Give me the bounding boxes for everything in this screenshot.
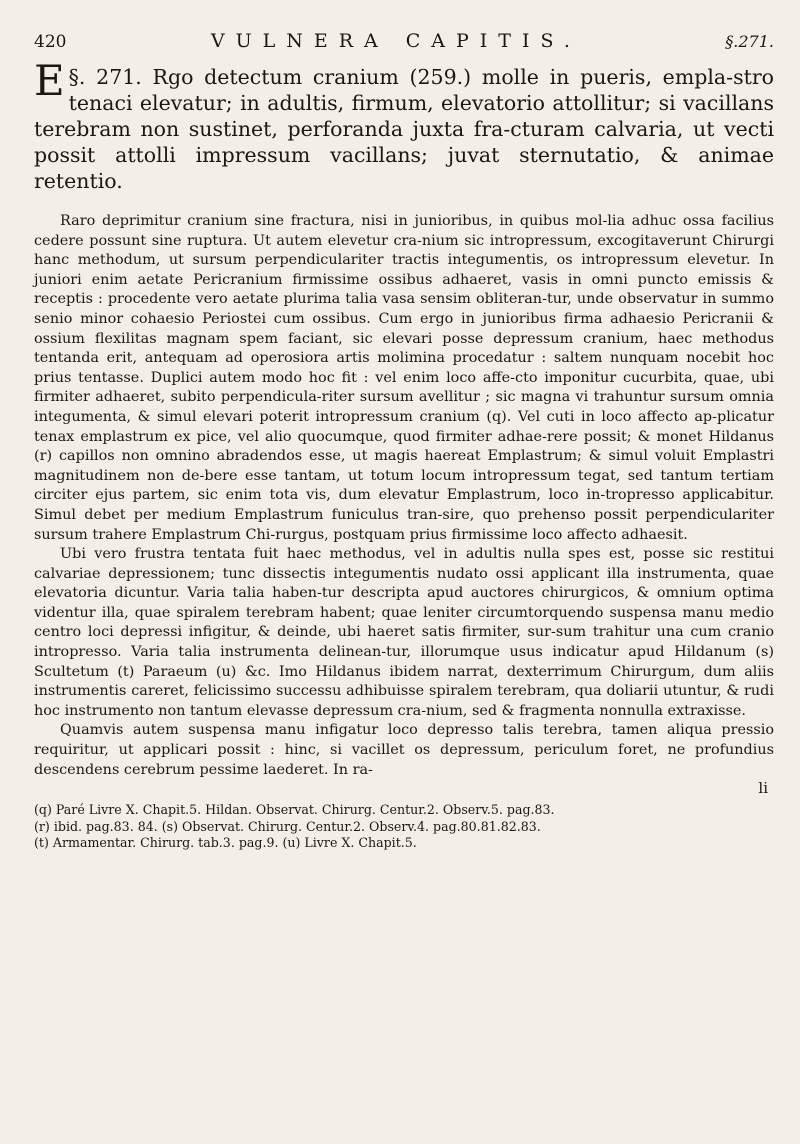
- catchword: li: [758, 779, 768, 798]
- lead-paragraph: [34, 56, 774, 194]
- footnotes: [34, 802, 774, 852]
- drop-capital: E: [34, 56, 65, 105]
- commentary-paragraph-1: Raro deprimitur cranium sine fractura, nisi in junioribus, in quibus mol-lia adhuc ossa facilius cedere possunt sine ruptura. Ut autem elevetur cra-nium sic intropressum, excogitaverunt Chirurgi hanc methodum, ut sursum perpendiculariter tractis integumentis, os intropressum elevetur. In juniori enim aetate Pericranium firmissime ossibus adhaeret, vasis in omni puncto emissis & receptis : procedente vero aetate plurima talia vasa sensim obliteran-tur, unde observatur in summo senio minor cohaesio Periostei cum ossibus. Cum ergo in junioribus firma adhaesio Pericranii & ossium flexilitas magnam spem faciant, sic elevari posse depressum cranium, haec methodus tentanda erit, antequam ad operosiora artis molimina procedatur : saltem nunquam nocebit hoc prius tentasse. Duplici autem modo hoc fit : vel enim loco affe-cto imponitur cucurbita, quae, ubi firmiter adhaeret, subito perpendicula-riter sursum avellitur ; sic magna vi trahuntur sursum omnia integumenta, & simul elevari poterit intropressum cranium (q). Vel cuti in loco affecto ap-plicatur tenax emplastrum ex pice, vel alio quocumque, quod firmiter adhae-rere possit; & monet Hildanus (r) capillos non omnino abradendos esse, ut magis haereat Emplastrum; & simul voluit Emplastri magnitudinem non de-bere esse tantam, ut totum locum intropressum tegat, sed tantum tertiam circiter ejus partem, sic enim tota vis, dum elevatur Emplastrum, loco in-tropresso applicabitur. Simul debet per medium Emplastrum funiculus tran-sire, quo prehenso possit perpendiculariter sursum trahere Emplastrum Chi-rurgus, postquam prius firmissime loco affecto adhaesit.: [34, 213, 774, 543]
- commentary-paragraph-3: Quamvis autem suspensa manu infigatur loco depresso talis terebra, tamen aliqua pressio requiritur, ut applicari possit : hinc, si vacillet os depressum, periculum foret, ne profundius descendens cerebrum pessime laederet. In ra-: [34, 722, 774, 778]
- page-number: 420: [34, 32, 67, 52]
- page: [34, 30, 774, 852]
- footnote: (q) Paré Livre X. Chapit.5. Hildan. Observat. Chirurg. Centur.2. Observ.5. pag.83.: [34, 802, 555, 818]
- footnote: (r) ibid. pag.83. 84. (s) Observat. Chirurg. Centur.2. Observ.4. pag.80.81.82.83.: [34, 818, 541, 834]
- section-marker: §.271.: [725, 32, 774, 51]
- footnote: (t) Armamentar. Chirurg. tab.3. pag.9. (u) Livre X. Chapit.5.: [34, 835, 417, 851]
- lead-text: Rgo detectum cranium (259.) molle in pueris, empla-stro tenaci elevatur; in adultis, firmum, elevatorio attollitur; si vacillans terebram non sustinet, perforanda juxta fra-cturam calvaria, ut vecti possit attolli impressum vacillans; juvat sternutatio, & animae retentio.: [34, 65, 774, 193]
- commentary-paragraph-2: Ubi vero frustra tentata fuit haec methodus, vel in adultis nulla spes est, posse sic restitui calvariae depressionem; tunc dissectis integumentis nudato ossi applicant illa instrumenta, quae elevatoria dicuntur. Varia talia haben-tur descripta apud auctores chirurgicos, & omnium optima videntur illa, quae spiralem terebram habent; quae leniter circumtorquendo suspensa manu medio centro loci depressi infigitur, & deinde, ubi haeret satis firmiter, sur-sum trahitur una cum cranio intropresso. Varia talia instrumenta delinean-tur, illorumque usus indicatur apud Hildanum (s) Scultetum (t) Paraeum (u) &c. Imo Hildanus ibidem narrat, dexterrimum Chirurgum, dum aliis instrumentis careret, felicissimo successu adhibuisse spiralem terebram, qua doliarii utuntur, & rudi hoc instrumento non tantum elevasse depressum cra-nium, sed & fragmenta nonnulla extraxisse.: [34, 546, 774, 719]
- running-header: [34, 30, 774, 60]
- running-title: VULNERA CAPITIS.: [210, 30, 581, 52]
- lead-section-number: §. 271.: [68, 65, 142, 89]
